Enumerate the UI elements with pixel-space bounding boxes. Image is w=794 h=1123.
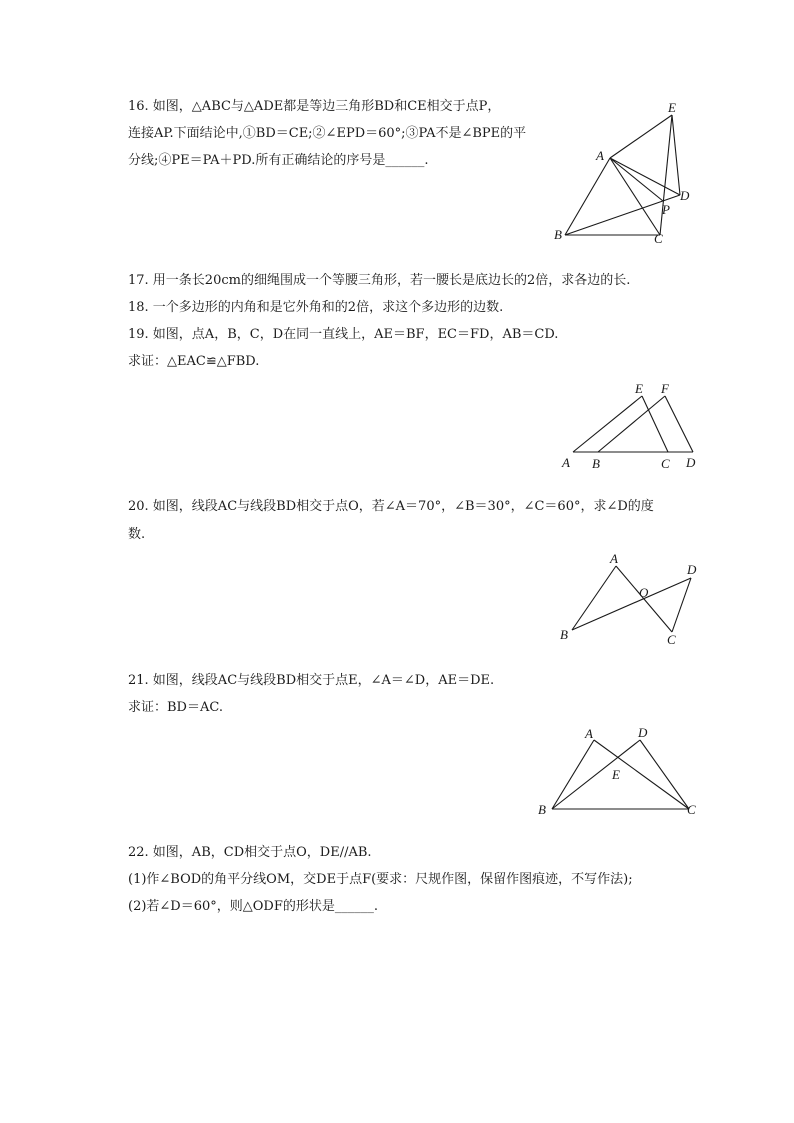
label-C: C (661, 456, 670, 471)
problem-19-line-2: 求证：△EAC≌△FBD. (128, 354, 260, 369)
label-E: E (612, 767, 620, 782)
problem-16-line-2: 连接AP.下面结论中,①BD＝CE;②∠EPD＝60°;③PA不是∠BPE的平 (128, 126, 527, 141)
problem-17-text: 17. 用一条长20cm的细绳围成一个等腰三角形，若一腰长是底边长的2倍，求各边的长. (128, 273, 631, 288)
label-A: A (610, 551, 618, 566)
label-P: P (662, 202, 670, 217)
label-O: O (639, 585, 649, 600)
label-D: D (680, 188, 690, 203)
problem-22-line-3: (2)若∠D＝60°，则△ODF的形状是______. (128, 899, 379, 914)
problem-20-line-1: 20. 如图，线段AC与线段BD相交于点O，若∠A＝70°，∠B＝30°，∠C＝60°，求∠D的度 (128, 499, 654, 514)
problem-21-line-2: 求证：BD＝AC. (128, 700, 223, 715)
problem-21-line-1: 21. 如图，线段AC与线段BD相交于点E，∠A＝∠D，AE＝DE. (128, 673, 495, 688)
label-A: A (596, 148, 604, 163)
label-D: D (638, 725, 648, 740)
label-D: D (687, 562, 697, 577)
label-E: E (668, 100, 676, 115)
problem-19-figure (555, 380, 705, 472)
problem-16-line-3: 分线;④PE＝PA＋PD.所有正确结论的序号是______. (128, 153, 429, 168)
label-F: F (661, 381, 669, 396)
figure-20-segments (572, 566, 691, 632)
problem-20-figure (555, 550, 705, 650)
label-B: B (554, 227, 562, 242)
problem-19-line-1: 19. 如图，点A，B，C，D在同一直线上，AE＝BF，EC＝FD，AB＝CD. (128, 327, 559, 342)
problem-21-figure (532, 722, 707, 822)
figure-16-segments (565, 115, 680, 235)
label-C: C (667, 632, 676, 647)
figure-19-segments (573, 396, 693, 452)
problem-16-line-1: 16. 如图，△ABC与△ADE都是等边三角形BD和CE相交于点P， (128, 99, 501, 114)
label-C: C (687, 802, 696, 817)
problem-22-line-1: 22. 如图，AB，CD相交于点O，DE//AB. (128, 845, 372, 860)
problem-20-line-2: 数. (128, 527, 146, 542)
label-B: B (538, 802, 546, 817)
label-C: C (654, 231, 663, 246)
label-D: D (686, 455, 696, 470)
label-B: B (592, 456, 600, 471)
problem-18-text: 18. 一个多边形的内角和是它外角和的2倍，求这个多边形的边数. (128, 300, 504, 315)
figure-21-segments (552, 740, 689, 809)
problem-22-line-2: (1)作∠BOD的角平分线OM，交DE于点F(要求：尺规作图，保留作图痕迹，不写作法); (128, 872, 633, 887)
label-A: A (585, 726, 593, 741)
label-E: E (635, 381, 643, 396)
problem-16-figure (550, 100, 700, 250)
label-A: A (562, 455, 570, 470)
label-B: B (560, 627, 568, 642)
